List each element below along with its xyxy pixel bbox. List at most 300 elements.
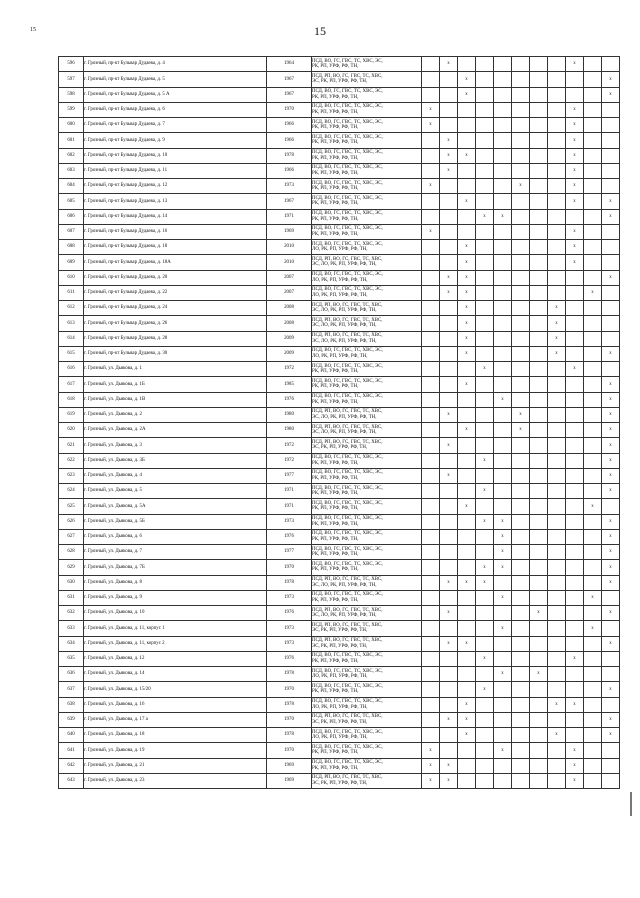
table-row xyxy=(59,87,620,102)
address-cell: г. Грозный, пр-кт Бульвар Дудаева, д. 18 xyxy=(84,240,267,255)
mark-cell xyxy=(458,118,476,133)
works-line: РК, РП, УРФ, РФ, ТН, xyxy=(312,491,359,497)
mark-cell xyxy=(494,712,512,727)
mark-cell xyxy=(458,773,476,788)
mark-cell xyxy=(530,163,548,178)
works-line: РК, РП, УРФ, РФ, ТН, xyxy=(312,521,359,527)
mark-cell xyxy=(422,712,440,727)
mark-cell: x xyxy=(512,179,530,194)
mark-cell xyxy=(512,728,530,743)
mark-cell: x xyxy=(458,728,476,743)
mark-cell xyxy=(602,331,620,346)
mark-cell xyxy=(494,362,512,377)
mark-cell xyxy=(476,545,494,560)
works-line: ПСД, РП, ВО, ГС, ГВС, ТС, ХВС, xyxy=(312,424,383,430)
works-line: ПСД, РП, ВО, ГС, ГВС, ТС, ХВС, xyxy=(312,256,383,262)
mark-cell: x xyxy=(494,667,512,682)
works-list-cell xyxy=(312,636,422,651)
year-cell: 1967 xyxy=(267,87,312,102)
mark-cell xyxy=(494,57,512,72)
address-cell: г. Грозный, ул. Дьякова, д. 21 xyxy=(84,758,267,773)
table-row xyxy=(59,773,620,788)
address-cell: г. Грозный, пр-кт Бульвар Дудаева, д. 30 xyxy=(84,346,267,361)
mark-cell xyxy=(512,118,530,133)
address-cell: г. Грозный, ул. Дьякова, д. 3 xyxy=(84,438,267,453)
mark-cell xyxy=(530,575,548,590)
year-cell: 1972 xyxy=(267,438,312,453)
mark-cell xyxy=(548,682,566,697)
address-cell: г. Грозный, ул. Дьякова, д. 1В xyxy=(84,392,267,407)
table-row xyxy=(59,484,620,499)
row-number-cell: 604 xyxy=(59,179,84,194)
mark-cell xyxy=(530,285,548,300)
mark-cell: x xyxy=(548,316,566,331)
mark-cell: x xyxy=(476,209,494,224)
mark-cell xyxy=(422,453,440,468)
works-list-cell xyxy=(312,468,422,483)
mark-cell xyxy=(476,499,494,514)
mark-cell xyxy=(548,423,566,438)
mark-cell xyxy=(530,87,548,102)
mark-cell xyxy=(530,529,548,544)
row-number-cell: 625 xyxy=(59,499,84,514)
mark-cell xyxy=(476,743,494,758)
row-number-cell: 631 xyxy=(59,590,84,605)
row-number-cell: 615 xyxy=(59,346,84,361)
mark-cell xyxy=(530,209,548,224)
mark-cell xyxy=(476,316,494,331)
mark-cell xyxy=(584,72,602,87)
works-list-cell xyxy=(312,545,422,560)
row-number-cell: 637 xyxy=(59,682,84,697)
mark-cell: x xyxy=(494,590,512,605)
mark-cell xyxy=(530,240,548,255)
works-list-cell xyxy=(312,575,422,590)
mark-cell xyxy=(548,575,566,590)
mark-cell: x xyxy=(530,606,548,621)
mark-cell xyxy=(458,453,476,468)
year-cell: 2007 xyxy=(267,285,312,300)
works-list-cell xyxy=(312,667,422,682)
mark-cell xyxy=(458,224,476,239)
year-cell: 1976 xyxy=(267,651,312,666)
mark-cell: x xyxy=(440,285,458,300)
works-list-cell xyxy=(312,697,422,712)
mark-cell xyxy=(548,407,566,422)
mark-cell xyxy=(476,179,494,194)
mark-cell xyxy=(566,392,584,407)
mark-cell: x xyxy=(602,560,620,575)
address-cell: г. Грозный, пр-кт Бульвар Дудаева, д. 13 xyxy=(84,194,267,209)
address-cell: г. Грозный, пр-кт Бульвар Дудаева, д. 4 xyxy=(84,57,267,72)
mark-cell xyxy=(494,758,512,773)
works-line: ПСД, ВО, ГС, ГВС, ТС, ХВС, ЭС, xyxy=(312,89,383,95)
works-list-cell xyxy=(312,499,422,514)
mark-cell: x xyxy=(602,712,620,727)
mark-cell: x xyxy=(530,667,548,682)
works-line: ПСД, ВО, ГС, ГВС, ТС, ХВС, ЭС, xyxy=(312,165,383,171)
year-cell: 1973 xyxy=(267,590,312,605)
mark-cell xyxy=(512,148,530,163)
works-list-cell xyxy=(312,331,422,346)
mark-cell xyxy=(422,636,440,651)
mark-cell xyxy=(584,194,602,209)
mark-cell xyxy=(458,545,476,560)
mark-cell xyxy=(422,499,440,514)
table-row xyxy=(59,57,620,72)
works-line: РК, РП, УРФ, РФ, ТН, xyxy=(312,94,359,100)
row-number-cell: 606 xyxy=(59,209,84,224)
table-row xyxy=(59,636,620,651)
mark-cell xyxy=(566,667,584,682)
mark-cell xyxy=(494,133,512,148)
mark-cell xyxy=(566,514,584,529)
mark-cell xyxy=(476,468,494,483)
mark-cell xyxy=(440,224,458,239)
mark-cell xyxy=(602,697,620,712)
mark-cell xyxy=(530,57,548,72)
year-cell: 1976 xyxy=(267,529,312,544)
address-cell: г. Грозный, ул. Дьякова, д. 11, корпус 1 xyxy=(84,621,267,636)
year-cell: 1980 xyxy=(267,423,312,438)
mark-cell xyxy=(440,484,458,499)
mark-cell xyxy=(422,651,440,666)
mark-cell xyxy=(440,545,458,560)
mark-cell: x xyxy=(602,209,620,224)
mark-cell: x xyxy=(440,773,458,788)
works-line: ПСД, ВО, ГС, ГВС, ТС, ХВС, ЭС, xyxy=(312,668,383,674)
table-row xyxy=(59,667,620,682)
mark-cell xyxy=(494,606,512,621)
mark-cell xyxy=(584,209,602,224)
mark-cell xyxy=(584,697,602,712)
mark-cell: x xyxy=(566,362,584,377)
mark-cell xyxy=(440,331,458,346)
mark-cell xyxy=(422,590,440,605)
mark-cell xyxy=(422,87,440,102)
mark-cell xyxy=(602,301,620,316)
mark-cell: x xyxy=(458,148,476,163)
mark-cell xyxy=(602,255,620,270)
works-line: ЛО, РК, РП, УРФ, РФ, ТН, xyxy=(312,292,368,298)
mark-cell: x xyxy=(566,651,584,666)
mark-cell xyxy=(584,87,602,102)
mark-cell xyxy=(494,331,512,346)
mark-cell xyxy=(494,179,512,194)
mark-cell: x xyxy=(548,728,566,743)
row-number-cell: 601 xyxy=(59,133,84,148)
address-cell: г. Грозный, пр-кт Бульвар Дудаева, д. 28 xyxy=(84,331,267,346)
year-cell: 1977 xyxy=(267,468,312,483)
mark-cell: x xyxy=(602,575,620,590)
mark-cell xyxy=(530,590,548,605)
mark-cell xyxy=(440,514,458,529)
mark-cell xyxy=(512,240,530,255)
works-line: РК, РП, УРФ, РФ, ТН, xyxy=(312,765,359,771)
mark-cell xyxy=(422,682,440,697)
works-line: ЭС, ЛО, РК, РП, УРФ, РФ, ТН, xyxy=(312,338,377,344)
works-list-cell xyxy=(312,316,422,331)
mark-cell xyxy=(512,255,530,270)
mark-cell xyxy=(476,606,494,621)
mark-cell xyxy=(584,148,602,163)
mark-cell: x xyxy=(458,346,476,361)
mark-cell: x xyxy=(602,636,620,651)
mark-cell xyxy=(530,621,548,636)
works-list-cell xyxy=(312,57,422,72)
address-cell: г. Грозный, пр-кт Бульвар Дудаева, д. 14 xyxy=(84,209,267,224)
mark-cell xyxy=(548,57,566,72)
year-cell: 1973 xyxy=(267,636,312,651)
works-list-cell xyxy=(312,362,422,377)
works-line: ПСД, РП, ВО, ГС, ГВС, ТС, ХВС, xyxy=(312,775,383,781)
address-cell: г. Грозный, пр-кт Бульвар Дудаева, д. 5 А xyxy=(84,87,267,102)
table-row xyxy=(59,407,620,422)
table-row xyxy=(59,362,620,377)
mark-cell xyxy=(530,560,548,575)
mark-cell xyxy=(476,712,494,727)
mark-cell: x xyxy=(440,438,458,453)
mark-cell xyxy=(476,667,494,682)
works-line: ПСД, РП, ВО, ГС, ГВС, ТС, ХВС, xyxy=(312,317,383,323)
mark-cell xyxy=(512,773,530,788)
mark-cell xyxy=(494,224,512,239)
mark-cell xyxy=(440,346,458,361)
works-list-cell xyxy=(312,651,422,666)
address-table xyxy=(58,56,620,789)
address-cell: г. Грозный, ул. Дьякова, д. 6 xyxy=(84,529,267,544)
mark-cell xyxy=(458,651,476,666)
table-row xyxy=(59,575,620,590)
works-list-cell xyxy=(312,179,422,194)
mark-cell: x xyxy=(566,255,584,270)
works-list-cell xyxy=(312,224,422,239)
mark-cell xyxy=(476,57,494,72)
row-number-cell: 643 xyxy=(59,773,84,788)
works-list-cell xyxy=(312,484,422,499)
mark-cell xyxy=(584,118,602,133)
year-cell: 1973 xyxy=(267,621,312,636)
corner-page-number: 15 xyxy=(30,27,36,33)
mark-cell: x xyxy=(422,773,440,788)
mark-cell xyxy=(602,667,620,682)
works-line: ПСД, РП, ВО, ГС, ГВС, ТС, ХВС, xyxy=(312,73,383,79)
mark-cell xyxy=(602,590,620,605)
mark-cell xyxy=(476,87,494,102)
mark-cell xyxy=(476,423,494,438)
year-cell: 1978 xyxy=(267,667,312,682)
mark-cell xyxy=(548,194,566,209)
mark-cell xyxy=(566,728,584,743)
works-list-cell xyxy=(312,209,422,224)
mark-cell xyxy=(422,133,440,148)
table-body xyxy=(59,57,620,789)
mark-cell xyxy=(584,423,602,438)
mark-cell xyxy=(584,224,602,239)
mark-cell xyxy=(458,758,476,773)
mark-cell xyxy=(440,728,458,743)
mark-cell xyxy=(458,529,476,544)
mark-cell xyxy=(530,453,548,468)
mark-cell xyxy=(422,362,440,377)
mark-cell xyxy=(476,636,494,651)
mark-cell xyxy=(422,484,440,499)
mark-cell xyxy=(584,362,602,377)
row-number-cell: 639 xyxy=(59,712,84,727)
mark-cell xyxy=(494,270,512,285)
row-number-cell: 627 xyxy=(59,529,84,544)
mark-cell: x xyxy=(548,346,566,361)
mark-cell xyxy=(494,438,512,453)
mark-cell xyxy=(530,758,548,773)
table-row xyxy=(59,453,620,468)
mark-cell xyxy=(530,651,548,666)
mark-cell xyxy=(530,407,548,422)
mark-cell: x xyxy=(458,377,476,392)
works-list-cell xyxy=(312,377,422,392)
mark-cell: x xyxy=(458,636,476,651)
mark-cell: x xyxy=(494,560,512,575)
mark-cell xyxy=(530,468,548,483)
year-cell: 1976 xyxy=(267,392,312,407)
table-row xyxy=(59,514,620,529)
mark-cell: x xyxy=(494,529,512,544)
mark-cell xyxy=(494,499,512,514)
mark-cell xyxy=(422,697,440,712)
works-line: ПСД, ВО, ГС, ГВС, ТС, ХВС, ЭС, xyxy=(312,180,383,186)
address-cell: г. Грозный, ул. Дьякова, д. 3Б xyxy=(84,453,267,468)
mark-cell xyxy=(476,301,494,316)
mark-cell xyxy=(458,407,476,422)
mark-cell xyxy=(566,590,584,605)
works-line: РК, РП, УРФ, РФ, ТН, xyxy=(312,186,359,192)
mark-cell xyxy=(476,331,494,346)
year-cell: 1971 xyxy=(267,209,312,224)
address-cell: г. Грозный, ул. Дьякова, д. 1 xyxy=(84,362,267,377)
works-line: РК, РП, УРФ, РФ, ТН, xyxy=(312,399,359,405)
address-cell: г. Грозный, ул. Дьякова, д. 11, корпус 2 xyxy=(84,636,267,651)
row-number-cell: 633 xyxy=(59,621,84,636)
year-cell: 1964 xyxy=(267,57,312,72)
mark-cell: x xyxy=(494,621,512,636)
mark-cell xyxy=(566,270,584,285)
mark-cell xyxy=(584,773,602,788)
mark-cell xyxy=(584,392,602,407)
mark-cell xyxy=(512,682,530,697)
mark-cell xyxy=(440,209,458,224)
mark-cell xyxy=(602,362,620,377)
address-cell: г. Грозный, пр-кт Бульвар Дудаева, д. 26 xyxy=(84,316,267,331)
mark-cell: x xyxy=(458,87,476,102)
works-line: ЭС, ЛО, РК, РП, УРФ, РФ, ТН, xyxy=(312,262,377,268)
works-line: ПСД, ВО, ГС, ГВС, ТС, ХВС, ЭС, xyxy=(312,241,383,247)
scan-edge-mark xyxy=(630,792,632,816)
mark-cell xyxy=(566,407,584,422)
works-line: РК, РП, УРФ, РФ, ТН, xyxy=(312,231,359,237)
works-list-cell xyxy=(312,72,422,87)
mark-cell xyxy=(566,560,584,575)
mark-cell xyxy=(458,133,476,148)
mark-cell xyxy=(494,728,512,743)
mark-cell xyxy=(440,392,458,407)
mark-cell xyxy=(584,560,602,575)
row-number-cell: 620 xyxy=(59,423,84,438)
mark-cell xyxy=(584,606,602,621)
works-line: ПСД, ВО, ГС, ГВС, ТС, ХВС, ЭС, xyxy=(312,150,383,156)
mark-cell xyxy=(548,758,566,773)
mark-cell: x xyxy=(548,697,566,712)
mark-cell xyxy=(548,499,566,514)
works-line: ЭС, ЛО, РК, РП, УРФ, РФ, ТН, xyxy=(312,308,377,314)
mark-cell: x xyxy=(422,743,440,758)
works-line: ЛО, РК, РП, УРФ, РФ, ТН, xyxy=(312,735,368,741)
mark-cell xyxy=(476,758,494,773)
row-number-cell: 605 xyxy=(59,194,84,209)
mark-cell xyxy=(458,468,476,483)
mark-cell xyxy=(440,87,458,102)
year-cell: 1970 xyxy=(267,102,312,117)
mark-cell xyxy=(512,163,530,178)
mark-cell xyxy=(566,346,584,361)
mark-cell: x xyxy=(566,57,584,72)
mark-cell xyxy=(494,87,512,102)
mark-cell xyxy=(494,682,512,697)
table-row xyxy=(59,285,620,300)
mark-cell xyxy=(512,72,530,87)
mark-cell xyxy=(548,514,566,529)
mark-cell xyxy=(476,118,494,133)
works-list-cell xyxy=(312,728,422,743)
mark-cell xyxy=(566,484,584,499)
year-cell: 2010 xyxy=(267,240,312,255)
mark-cell: x xyxy=(494,209,512,224)
works-line: РК, РП, УРФ, РФ, ТН, xyxy=(312,140,359,146)
mark-cell xyxy=(458,438,476,453)
works-line: ЭС, РК, РП, УРФ, РФ, ТН, xyxy=(312,445,368,451)
mark-cell: x xyxy=(458,72,476,87)
mark-cell xyxy=(530,682,548,697)
works-line: ЭС, РК, РП, УРФ, РФ, ТН, xyxy=(312,643,368,649)
works-line: РК, РП, УРФ, РФ, ТН, xyxy=(312,597,359,603)
mark-cell xyxy=(422,270,440,285)
mark-cell xyxy=(584,163,602,178)
mark-cell xyxy=(422,728,440,743)
mark-cell: x xyxy=(494,545,512,560)
works-list-cell xyxy=(312,712,422,727)
works-list-cell xyxy=(312,87,422,102)
mark-cell xyxy=(476,224,494,239)
mark-cell: x xyxy=(548,301,566,316)
mark-cell: x xyxy=(458,316,476,331)
mark-cell xyxy=(512,529,530,544)
mark-cell xyxy=(512,285,530,300)
mark-cell xyxy=(584,636,602,651)
year-cell: 1969 xyxy=(267,224,312,239)
mark-cell xyxy=(422,621,440,636)
works-line: ЭС, ЛО, РК, РП, УРФ, РФ, ТН, xyxy=(312,430,377,436)
mark-cell xyxy=(494,423,512,438)
mark-cell xyxy=(584,758,602,773)
mark-cell xyxy=(548,651,566,666)
year-cell: 1970 xyxy=(267,712,312,727)
mark-cell xyxy=(602,316,620,331)
address-cell: г. Грозный, пр-кт Бульвар Дудаева, д. 18А xyxy=(84,255,267,270)
mark-cell: x xyxy=(440,636,458,651)
mark-cell xyxy=(566,285,584,300)
mark-cell xyxy=(548,606,566,621)
works-line: РК, РП, УРФ, РФ, ТН, xyxy=(312,201,359,207)
mark-cell: x xyxy=(566,133,584,148)
